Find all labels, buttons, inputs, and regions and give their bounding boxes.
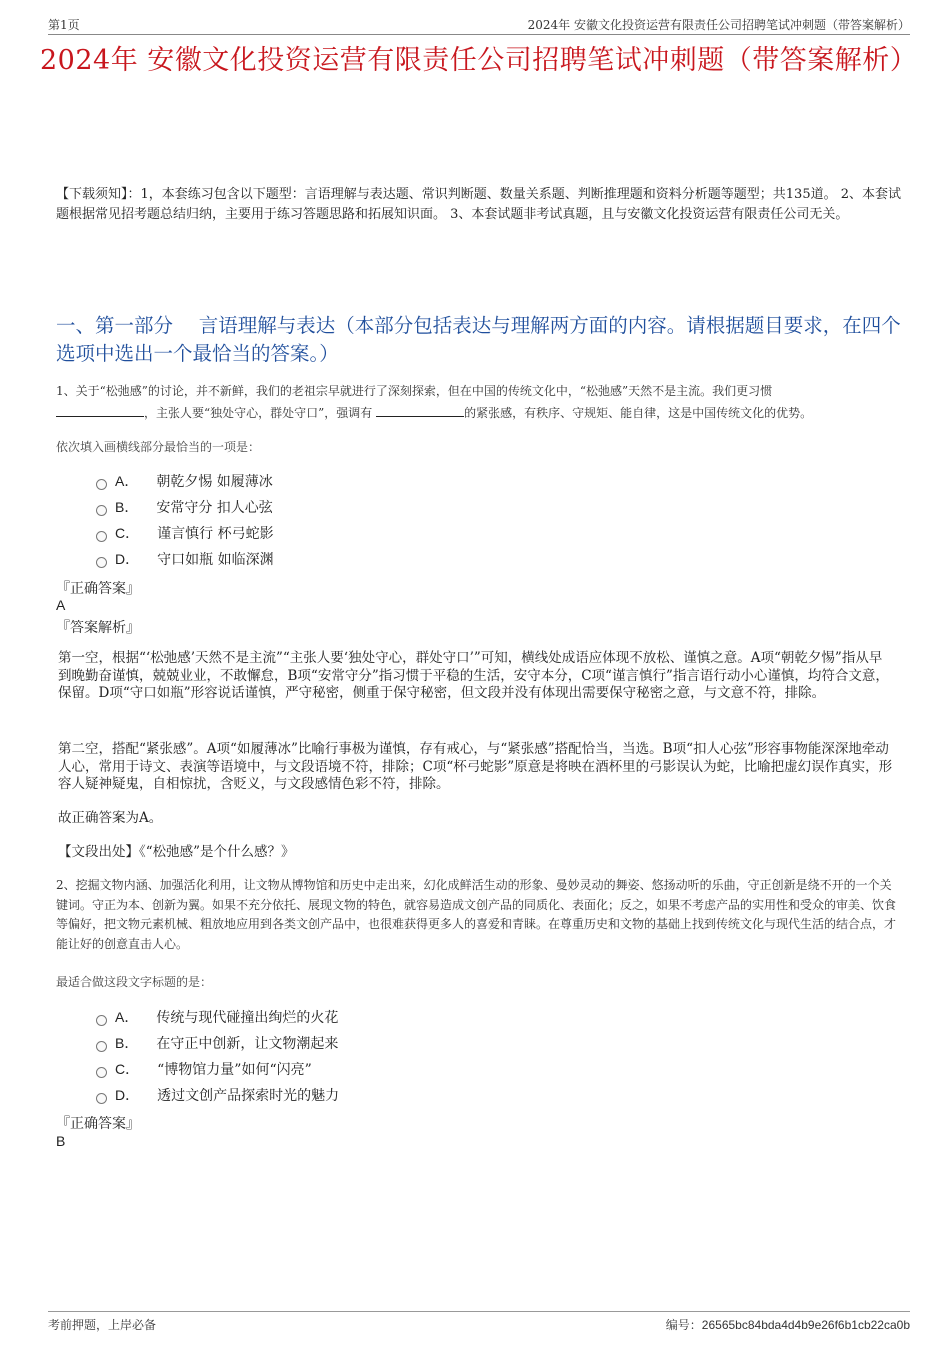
radio-icon[interactable] xyxy=(96,479,107,490)
footer-code-label: 编号： xyxy=(665,1318,702,1332)
option-text: “博物馆力量”如何“闪亮” xyxy=(157,1062,312,1078)
q2-option-a[interactable] xyxy=(96,1007,338,1027)
question-2-prompt: 最适合做这段文字标题的是： xyxy=(56,975,213,989)
option-text: 朝乾夕惕 如履薄冰 xyxy=(156,474,273,490)
q2-option-b[interactable] xyxy=(96,1033,338,1053)
download-notice: 【下载须知】：1，本套练习包含以下题型：言语理解与表达题、常识判断题、数量关系题、判断推理题和资料分析题等题型；共135道。 2、本套试题根据常见招考题总结归纳，主要用于练习答题思路和拓展知识面。 3、本套试题非考试真题，且与安徽文化投资运营有限责任公司无关。 xyxy=(56,187,901,222)
footer-code xyxy=(666,1316,910,1333)
fill-blank-1 xyxy=(56,402,144,417)
radio-icon[interactable] xyxy=(96,1015,107,1026)
q1-conclusion: 故正确答案为A。 xyxy=(58,810,163,826)
option-text: 守口如瓶 如临深渊 xyxy=(157,552,274,568)
radio-icon[interactable] xyxy=(96,505,107,516)
option-text: 在守正中创新，让文物潮起来 xyxy=(156,1036,339,1052)
header-doc-title: 2024年 安徽文化投资运营有限责任公司招聘笔试冲刺题（带答案解析） xyxy=(527,18,910,32)
q1-analysis-label: 『答案解析』 xyxy=(56,620,140,636)
q1-option-b[interactable] xyxy=(96,497,273,517)
question-2-stem: 2、挖掘文物内涵、加强活化利用，让文物从博物馆和历史中走出来，幻化成鲜活生动的形象、曼妙灵动的舞姿、悠扬动听的乐曲，守正创新是绕不开的一个关键词。守正为本、创新为翼。如果不充分依托、展现文物的特色，就容易造成文创产品的同质化、表面化；反之，如果不考虑产品的实用性和受众的审美、饮食等偏好，把文物元素机械、粗放地应用到各类文创产品中，也很难获得更多人的喜爱和青睐。在尊重历史和文物的基础上找到传统文化与现代生活的结合点，才能让好的创意直击人心。 xyxy=(56,878,897,951)
footer-slogan: 考前押题，上岸必备 xyxy=(48,1318,157,1332)
q1-option-d[interactable] xyxy=(96,549,274,569)
q2-option-c[interactable] xyxy=(96,1059,312,1079)
question-1-prompt: 依次填入画横线部分最恰当的一项是： xyxy=(56,440,261,454)
q2-answer: B xyxy=(56,1133,66,1149)
q2-option-d[interactable] xyxy=(96,1085,339,1105)
option-text: 安常守分 扣人心弦 xyxy=(156,500,273,516)
footer-code-value: 26565bc84bda4d4b9e26f6b1cb22ca0b xyxy=(701,1318,910,1332)
q1-option-c[interactable] xyxy=(96,523,274,543)
radio-icon[interactable] xyxy=(96,557,107,568)
section-title: 一、第一部分 言语理解与表达（本部分包括表达与理解两方面的内容。请根据题目要求，在四个选项中选出一个最恰当的答案。） xyxy=(56,314,901,365)
q1-option-a[interactable] xyxy=(96,471,273,491)
page-number: 第1页 xyxy=(48,18,80,32)
option-letter: C． xyxy=(115,525,140,541)
q1-source: 【文段出处】《“松弛感”是个什么感？》 xyxy=(58,844,295,860)
q1-answer-label: 『正确答案』 xyxy=(56,581,140,597)
q1-analysis-paragraph-1: 第一空，根据“‘松弛感’天然不是主流”“主张人要‘独处守心，群处守口’”可知，横线处成语应体现不放松、谨慎之意。A项“朝乾夕惕”指从早到晚勤奋谨慎，兢兢业业，不敢懈怠，B项“安常守分”指习惯于平稳的生活，安守本分，C项“谨言慎行”指言语行动小心谨慎，均符合文意，保留。D项“守口如瓶”形容说话谨慎，严守秘密，侧重于保守秘密，但文段并没有体现出需要保守秘密之意，与文意不符，排除。 xyxy=(58,650,889,701)
option-letter: A． xyxy=(115,473,139,489)
question-1-stem xyxy=(56,381,901,424)
radio-icon[interactable] xyxy=(96,1093,107,1104)
option-text: 谨言慎行 杯弓蛇影 xyxy=(157,526,274,542)
option-letter: A． xyxy=(115,1009,139,1025)
option-letter: D． xyxy=(115,1087,140,1103)
option-letter: B． xyxy=(115,499,139,515)
q1-stem-part2: ，主张人要“独处守心，群处守口”，强调有 xyxy=(144,406,373,420)
q1-answer: A xyxy=(56,597,66,613)
radio-icon[interactable] xyxy=(96,531,107,542)
page-header xyxy=(48,14,910,35)
q1-stem-part3: 的紧张感，有秩序、守规矩、能自律，这是中国传统文化的优势。 xyxy=(464,406,813,420)
radio-icon[interactable] xyxy=(96,1041,107,1052)
option-text: 透过文创产品探索时光的魅力 xyxy=(157,1088,340,1104)
q1-stem-part1: 1、关于“松弛感”的讨论，并不新鲜，我们的老祖宗早就进行了深刻探索，但在中国的传统文化中，“松弛感”天然不是主流。我们更习惯 xyxy=(56,384,773,398)
option-text: 传统与现代碰撞出绚烂的火花 xyxy=(156,1010,339,1026)
q1-analysis-paragraph-2: 第二空，搭配“紧张感”。A项“如履薄冰”比喻行事极为谨慎，存有戒心，与“紧张感”搭配恰当，当选。B项“扣人心弦”形容事物能深深地牵动人心，常用于诗文、表演等语境中，与文段语境不符，排除；C项“杯弓蛇影”原意是将映在酒杯里的弓影误认为蛇，比喻把虚幻误作真实，形容人疑神疑鬼，自相惊扰，含贬义，与文段感情色彩不符，排除。 xyxy=(58,741,893,792)
option-letter: B． xyxy=(115,1035,139,1051)
document-title: 2024年 安徽文化投资运营有限责任公司招聘笔试冲刺题（带答案解析） xyxy=(40,45,918,76)
radio-icon[interactable] xyxy=(96,1067,107,1078)
option-letter: D． xyxy=(115,551,140,567)
fill-blank-2 xyxy=(376,402,464,417)
q2-answer-label: 『正确答案』 xyxy=(56,1116,140,1132)
option-letter: C． xyxy=(115,1061,140,1077)
page-footer xyxy=(48,1311,910,1336)
